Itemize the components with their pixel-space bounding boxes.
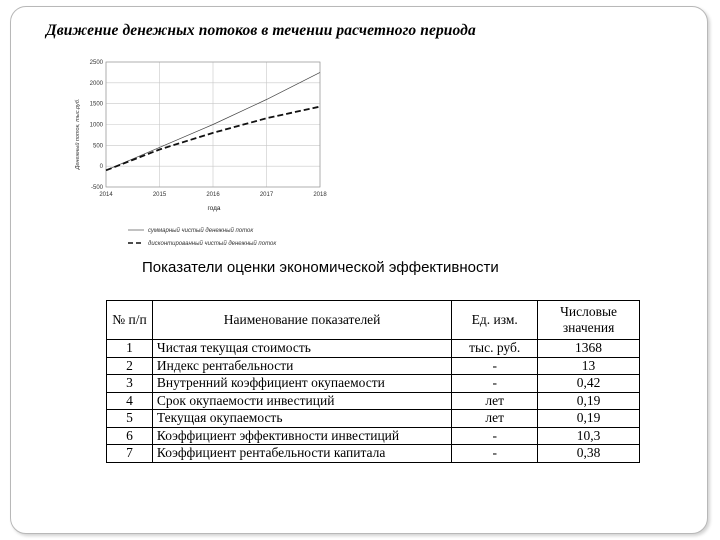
table-row: [107, 392, 640, 410]
table-row: [107, 445, 640, 463]
x-tick-label: 2016: [206, 192, 220, 198]
cell-unit: лет: [452, 410, 538, 428]
header-number: № п/п: [107, 301, 153, 340]
cell-unit: -: [452, 357, 538, 375]
cell-value: 1368: [538, 340, 640, 358]
y-tick-label: 500: [92, 143, 103, 150]
cell-value: 0,42: [538, 375, 640, 393]
table-row: [107, 357, 640, 375]
cell-number: 5: [107, 410, 153, 428]
cell-number: 2: [107, 357, 153, 375]
cell-value: 0,19: [538, 410, 640, 428]
legend-label-discounted: дисконтированный чистый денежный поток: [148, 241, 277, 247]
y-tick-label: 1500: [89, 101, 103, 108]
x-tick-label: 2017: [259, 192, 274, 198]
cell-value: 0,38: [538, 445, 640, 463]
cell-value: 10,3: [538, 427, 640, 445]
table-row: [107, 375, 640, 393]
cell-unit: тыс. руб.: [452, 340, 538, 358]
header-name: Наименование показателей: [152, 301, 451, 340]
header-value: Числовые значения: [538, 301, 640, 340]
cell-value: 0,19: [538, 392, 640, 410]
cell-name: Коэффициент эффективности инвестиций: [152, 427, 451, 445]
cell-unit: -: [452, 445, 538, 463]
cell-name: Коэффициент рентабельности капитала: [152, 445, 451, 463]
cell-name: Внутренний коэффициент окупаемости: [152, 375, 451, 393]
legend-label-total: суммарный чистый денежный поток: [148, 228, 254, 234]
y-tick-label: 1000: [89, 122, 103, 129]
cell-name: Индекс рентабельности: [152, 357, 451, 375]
table-row: [107, 340, 640, 358]
x-tick-label: 2015: [152, 192, 167, 198]
x-axis-label: года: [207, 205, 221, 212]
header-unit: Ед. изм.: [452, 301, 538, 340]
y-tick-label: 0: [99, 164, 103, 171]
cell-value: 13: [538, 357, 640, 375]
chart-legend: [128, 227, 277, 247]
cell-name: Чистая текущая стоимость: [152, 340, 451, 358]
x-tick-label: 2014: [99, 192, 113, 198]
y-tick-label: -500: [90, 185, 103, 191]
section-subtitle: Показатели оценки экономической эффективности: [142, 259, 499, 276]
cell-unit: -: [452, 375, 538, 393]
cash-flow-chart: [70, 54, 332, 254]
cell-number: 3: [107, 375, 153, 393]
table-row: [107, 427, 640, 445]
slide-title: Движение денежных потоков в течении расчетного периода: [46, 22, 476, 39]
cell-number: 1: [107, 340, 153, 358]
x-tick-label: 2018: [313, 192, 327, 198]
cell-unit: -: [452, 427, 538, 445]
table-row: [107, 410, 640, 428]
cell-name: Текущая окупаемость: [152, 410, 451, 428]
cell-number: 7: [107, 445, 153, 463]
table-header-row: [107, 301, 640, 340]
efficiency-indicators-table: [106, 300, 640, 463]
cell-name: Срок окупаемости инвестиций: [152, 392, 451, 410]
cell-number: 4: [107, 392, 153, 410]
cell-number: 6: [107, 427, 153, 445]
y-tick-label: 2000: [89, 80, 103, 87]
y-tick-label: 2500: [89, 60, 103, 66]
y-axis-label: Денежный поток, тыс.руб.: [75, 98, 81, 170]
cell-unit: лет: [452, 392, 538, 410]
chart-axes: [90, 60, 328, 198]
